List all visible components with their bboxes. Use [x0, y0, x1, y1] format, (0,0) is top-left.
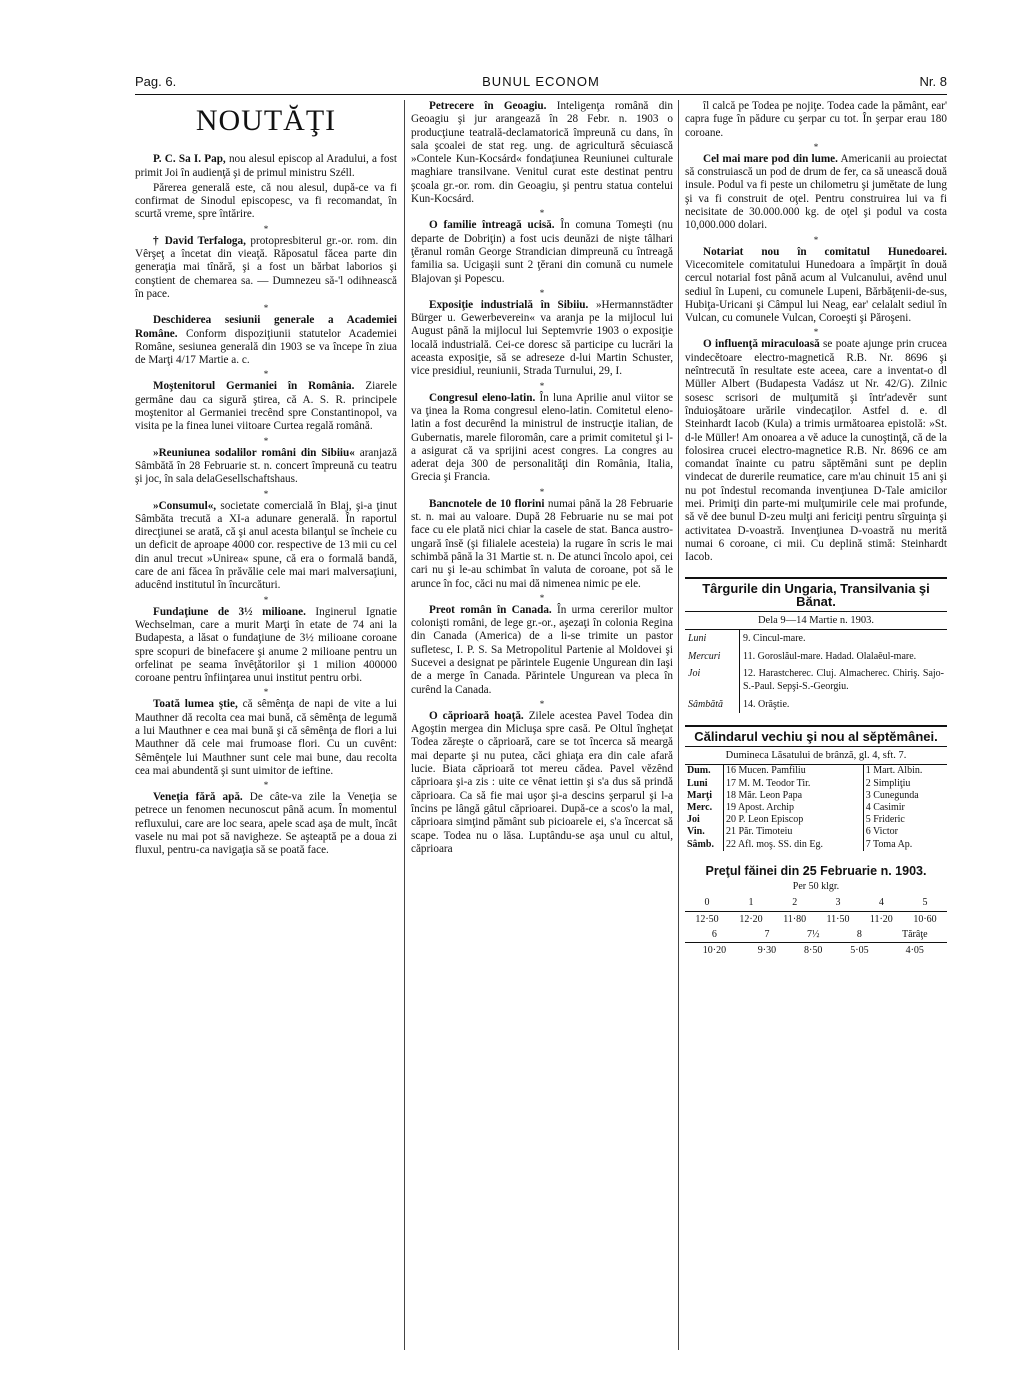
newspaper-title: BUNUL ECONOM	[482, 74, 600, 89]
article-separator: *	[539, 380, 545, 391]
calendar-old-style: 21 Păr. Timoteiu	[724, 826, 864, 838]
article-title: »Consumul«,	[153, 499, 217, 512]
article-separator: *	[813, 327, 819, 338]
article-text: În comuna Tomeşti (nu departe de Dobriţin) a fost ucis deunăzi de nişte tâlhari ţĕranul român George Strandician dimpreună cu întreagă familia sa. Ucigaşii sunt 2 ţĕrani din comună cu numele Blajovan şi Popescu.	[411, 219, 673, 285]
fairs-title: Târgurile din Ungaria, Transilvania şi Bănat.	[685, 577, 947, 613]
article-separator: *	[263, 223, 269, 234]
calendar-new-style: 7 Toma Ap.	[863, 839, 947, 851]
article-text: societate comercială în Blaj, şi-a ţinut Sâmbăta trecută a XI-a adunare generală. În raportul direcţiunei se arată, că şi anul acesta bilanţul se încheie cu un deficit de aproape 4000 cor. respective de 13 mii cu cel din anul trecut »Unirea« spune, că era o formală bandă, care de ani făcea în prăvălie cele mai mari malversaţiuni, aducênd institutul în încurcături.	[135, 499, 397, 592]
article	[411, 498, 673, 591]
fair-row	[685, 696, 947, 713]
calendar-new-style: 2 Simpliţiu	[863, 778, 947, 790]
article-text: Conform dispoziţiunii statutelor Academiei Române, sesiunea generală din 1903 se va începe în ziua de Marţi 4/17 Martie a. c.	[135, 327, 397, 367]
calendar-day: Dum.	[687, 765, 711, 777]
calendar-row	[685, 765, 947, 777]
article	[411, 100, 673, 206]
article-text: Ziarele germâne dau ca sigură ştirea, că A. S. R. principele moştenitor al Germaniei trecênd spre Constantinopol, va visita pe la finea lunei viitoare Curtea regală română.	[135, 380, 398, 433]
price-grade-row	[685, 895, 947, 911]
article-separator: *	[539, 698, 545, 709]
column-3	[685, 100, 947, 959]
calendar-day: Marţi	[687, 789, 712, 801]
price-value: 12·20	[739, 913, 763, 925]
article-title: Notariat nou în comitatul Hunedoarei.	[703, 245, 947, 258]
article-separator: *	[263, 369, 269, 380]
price-grade: Tărâţe	[883, 927, 947, 943]
prices-table-2	[685, 927, 947, 959]
article-separator: *	[263, 488, 269, 499]
article-separator: *	[539, 208, 545, 219]
column-rule	[678, 100, 679, 1350]
column-2-articles	[411, 100, 673, 856]
calendar-new-style: 3 Cunegunda	[863, 790, 947, 802]
fair-row	[685, 630, 947, 647]
article	[411, 299, 673, 379]
article-text: numai până la 28 Februarie st. n. mai au valoare. După 28 Februarie nu se mai pot face cu ele plată nici chiar la casele de stat. Banca austro-ungară însĕ (şi filialele acesteia) la rugare în scris le mai schimbă până la 31 Martie st. n. De atunci încolo apoi, cei cari nu şi le-au schimbat în valuta de coroane, pot să le arunce în foc, căci nu mai dă nimenea nimic pe ele.	[411, 497, 673, 590]
fair-day: Mercuri	[685, 648, 740, 665]
article-separator: *	[813, 141, 819, 152]
fairs-table	[685, 630, 947, 712]
calendar-day: Vin.	[687, 826, 705, 838]
price-value: 12·50	[695, 913, 719, 925]
article	[135, 791, 397, 857]
price-grade: 3	[816, 895, 859, 911]
calendar-new-style: 6 Victor	[863, 826, 947, 838]
article-text: Inteligenţa română din Geoagiu şi jur arangează în 28 Febr. n. 1903 o producţiune teatrală-declamatorică împreună cu dans, în sala şcoalei de stat reg. ung. de agricultură sêcuiască »Contele Kun-Kocsárd« fondaţiunea Reuniunei culturale maghiare transilvane. Venitul curat este destinat pentru şcoala gr.-or. rom. din Geoagiu, şi pentru statua contelui Kun-Kocsárd.	[411, 100, 673, 206]
article-separator: *	[539, 592, 545, 603]
article	[135, 606, 397, 686]
calendar-old-style: 22 Afl. moş. SS. din Eg.	[724, 839, 864, 851]
page-number: Pag. 6.	[135, 74, 177, 89]
article-text: Vicecomitele comitatului Hunedoara a împărţit în două cercul notarial fost până acum al Vulcanului, avênd unul sediul în Lupeni, cu comunele Lupeni, Bărbăţenii-de-sus, Hubiţa-Uricani şi Câmpul lui Neag, ear' celalalt sediul în Vulcan, cu comunele Vulcan, Coroeşti şi Păroşeni.	[685, 258, 947, 325]
fair-places: 11. Goroslăul-mare. Hadad. Olalaĕul-mare.	[743, 650, 917, 662]
fair-day: Joi	[685, 665, 740, 696]
article-title: Cel mai mare pod din lume.	[703, 152, 838, 165]
newspaper-page	[135, 72, 947, 1362]
article	[685, 246, 947, 326]
article	[135, 182, 397, 222]
fair-places: 9. Cincul-mare.	[743, 633, 806, 645]
prices-subtitle: Per 50 klgr.	[792, 881, 840, 893]
article	[411, 392, 673, 485]
price-grade-row	[685, 927, 947, 943]
column-2	[411, 100, 673, 858]
calendar-row	[685, 814, 947, 826]
price-value: 8·50	[804, 945, 823, 957]
price-value-row	[685, 911, 947, 927]
article-text: Americanii au proiectat să construiască un pod de drum de fer, ca să unească două insule. Podul va fi peste un chilometru şi jumĕtate de lung şi va fi construit de oţel. Pentru construirea lui va fi necisitate de 30.000.000 kg. de oţel şi podul va costa 10,000.000 dolari.	[685, 152, 947, 232]
price-value: 4·05	[905, 945, 924, 957]
article	[135, 314, 397, 367]
calendar-old-style: 20 P. Leon Episcop	[724, 814, 864, 826]
article-title: Preot român în Canada.	[429, 603, 552, 616]
prices-title: Preţul făinei din 25 Februarie n. 1903.	[705, 863, 927, 878]
calendar-old-style: 17 M. M. Teodor Tir.	[724, 778, 864, 790]
price-value: 10·60	[913, 913, 937, 925]
article	[685, 153, 947, 233]
issue-number: Nr. 8	[919, 74, 947, 89]
fair-places: 14. Orăştie.	[743, 698, 790, 710]
article-title: Deschiderea sesiunii generale a Academiei Române.	[135, 314, 397, 340]
fair-places: 12. Harastcherec. Cluj. Almacherec. Chiriş. Sajo-S.-Paul. Sepşi-S.-Georgiu.	[743, 667, 944, 693]
article-title: Congresul eleno-latin.	[429, 391, 536, 404]
article-title: Exposiţie industrială în Sibiiu.	[429, 298, 589, 311]
article-title: »Reuniunea sodalilor români din Sibiiu«	[153, 446, 355, 459]
price-value: 11·50	[826, 913, 850, 925]
calendar-old-style: 16 Mucen. Pamfiliu	[724, 765, 864, 777]
article-title: O influenţă miraculoasă	[703, 338, 820, 351]
article-title: Petrecere în Geoagiu.	[429, 100, 547, 112]
calendar-new-style: 4 Casimir	[863, 802, 947, 814]
article	[685, 338, 947, 564]
article-text: Inginerul Ignatie Wechselman, care a murit Marţi în etate de 74 ani la Budapesta, a lăsat o fundaţiune de 3½ milioane coroane spre scopuri de binefacere şi anume 2 milioane pentru un orfelinat pe seama învêţătorilor şi 1 milion 400000 coroane pentru înfiinţarea unui institut pentru orbi.	[135, 605, 398, 685]
price-grade: 7½	[790, 927, 836, 943]
price-value-row	[685, 943, 947, 959]
fair-row	[685, 665, 947, 696]
calendar-day: Sâmb.	[687, 838, 714, 850]
column-3-articles	[685, 100, 947, 565]
price-value: 9·30	[757, 945, 777, 957]
article	[135, 447, 397, 487]
price-grade: 4	[860, 895, 903, 911]
section-title: NOUTĂŢI	[195, 104, 337, 137]
article	[135, 380, 397, 433]
price-grade: 0	[685, 895, 729, 911]
article-separator: *	[263, 687, 269, 698]
fair-row	[685, 648, 947, 665]
article-separator: *	[263, 303, 269, 314]
price-grade: 8	[836, 927, 882, 943]
article-separator: *	[263, 780, 269, 791]
calendar-row	[685, 826, 947, 838]
calendar-day: Joi	[687, 814, 700, 826]
article-text: În urma cererilor multor colonişti români, de lege gr.-or., aşezaţi în colonia Regina din Canada (America) de a li-se trimite un pastor sufletesc, I. P. S. Sa Metropolitul Partenie al Moldovei şi Sucevei a designat pe părintele Eugenie Ungurean din Iaşi de a merge în Canada. Părintele Ungurean va pleca în curênd la Canada.	[411, 603, 673, 696]
calendar-day: Luni	[687, 777, 708, 789]
calendar-day: Merc.	[687, 802, 713, 814]
article-title: O căprioară hoaţă.	[429, 709, 524, 722]
article-title: Toată lumea ştie,	[153, 698, 238, 711]
article	[411, 710, 673, 856]
article-text: îl calcă pe Todea pe nojiţe. Todea cade la pământ, ear' capra fuge în pădure cu şerpar cu tot. În şerpar erau 180 coroane.	[685, 100, 947, 139]
price-grade: 5	[903, 895, 947, 911]
column-1-articles	[135, 153, 397, 857]
fair-day: Luni	[685, 630, 740, 647]
article-separator: *	[813, 234, 819, 245]
calendar-row	[685, 839, 947, 851]
price-grade: 2	[773, 895, 816, 911]
column-1	[135, 100, 397, 860]
column-rule	[404, 100, 405, 1350]
article-separator: *	[539, 287, 545, 298]
calendar-old-style: 19 Apost. Archip	[724, 802, 864, 814]
fairs-subtitle: Dela 9—14 Martie n. 1903.	[685, 612, 947, 630]
calendar-row	[685, 802, 947, 814]
article-text: Zilele acestea Pavel Todea din Agoştin mergea din Micluşa spre casă. Pe Oltul îngheţat Todea zăreşte o căprioară, care se tot încerca să meargă mai departe şi nu putea, căci ghiaţa era din cale afară lucie. Biata căprioară tot mereu cădea. Pavel vĕzênd căprioara şi-a zis : uite ce vênat iettin şi s'a dus să prindă căprioara. Ca să fie mai uşor şi-a descins şerparul şi l-a încins pe lângă gâtul căprioarei. După-ce a scos'o la mal, căprioara simţind pământ sub picioarele ei, s'a încercat să scape. Todea nu o lăsa. Luptându-se aşa unul cu altul, căprioara	[411, 709, 673, 855]
price-value: 5·05	[850, 945, 869, 957]
calendar-new-style: 5 Frideric	[863, 814, 947, 826]
article-text: Părerea generală este, că nou alesul, după-ce va fi confirmat de Sinodul episcopesc, va fi recomandat, în scurtă vreme, spre întărire.	[135, 181, 397, 221]
article-separator: *	[263, 435, 269, 446]
calendar-table	[685, 765, 947, 850]
article-title: Fundaţiune de 3½ milioane.	[153, 605, 306, 618]
article-text: În luna Aprilie anul viitor se va ţinea la Roma congresul eleno-latin. Comitetul eleno-latin a fost decurênd la ministrul de instrucţie italian, de Gubernatis, marele filoromân, care a primit comitetul şi l-a asigurat că va sprijini acest congres. La congres au aderat deja 300 de personalităţi din România, Italia, Grecia şi Francia.	[411, 391, 673, 484]
article-text: se poate ajunge prin crucea vindecĕtoare electro-magnetică R.B. Nr. 8696 şi neîntrecută în resultate este aceea, care a inventat-o dl Müller Albert (Budapesta Vadász ut Nr. 42/G). Zilnic sosesc scrisori de mulţumită şi într'adevĕr sunt înduioşătoare urările vindecaţilor. Astfel d. e. dl Steinhardt Iacob (Kula) a trimis următoarea epistolă: »St. d-le Müller! Am onoarea a vĕ aduce la cunoştinţă, că de la folosirea crucei electro-magnetice R.B. Nr. 8696 ce am comandat înainte cu patru săptĕmâni sunt pe deplin vindecat de durerile reumatice, care m'au chinuit 15 ani şi nu pot îndestul recomanda invenţiunea D-Tale amicilor mei. Primiţi din parte-mi mulţumirile cele mai profunde, să vĕ dee bunul D-zeu mulţi ani fericiţi pentru sîrguinţa şi activitatea D-voastră. Invenţiunea D-voastră nu merită numai 6 coroane, ci mii. Cu deplină stimă: Steinhardt Iacob.	[685, 338, 947, 564]
price-grade: 7	[744, 927, 790, 943]
calendar-new-style: 1 Mart. Albin.	[863, 765, 947, 777]
page-header	[135, 72, 947, 95]
price-grade: 6	[685, 927, 744, 943]
article-text: »Hermannstädter Bürger u. Gewerbeverein« va aranja pe la mijlocul lui August până la mijlocul lui Septemvrie 1903 o exposiţie locală industrială. Cei-ce doresc să participe cu lucrări la aceasta exposiţie, să se adreseze d-lui Martin Schuster, vice presidiul, reuniunii, Strada Turnului, 29, I.	[411, 298, 673, 378]
price-value: 10·20	[702, 945, 727, 957]
article-title: P. C. Sa I. Pap,	[153, 153, 226, 166]
article-separator: *	[539, 486, 545, 497]
article	[685, 100, 947, 140]
article-title: O familie întreagă ucisă.	[429, 219, 555, 232]
article	[135, 235, 397, 301]
article	[411, 219, 673, 285]
calendar-row	[685, 778, 947, 790]
article-separator: *	[263, 594, 269, 605]
article	[135, 153, 397, 180]
calendar-subtitle: Dumineca Lăsatului de brânză, gl. 4, sft. 7.	[685, 747, 947, 765]
article	[135, 500, 397, 593]
article-text: protopresbiterul gr.-or. rom. din Vêrşeţ a încetat din vieaţă. Răposatul făcea parte din generaţia mai tînără, şi a fost un bărbat laborios şi conştient de chemarea sa. — Dumnezeu să-'l odihnească în pace.	[135, 234, 398, 300]
calendar-row	[685, 790, 947, 802]
article-title: † David Terfaloga,	[153, 234, 246, 247]
prices-table-1	[685, 895, 947, 927]
article-title: Bancnotele de 10 florini	[429, 497, 545, 510]
article	[411, 604, 673, 697]
price-grade: 1	[729, 895, 773, 911]
price-value: 11·80	[783, 913, 807, 925]
article-text: că sêmênţa de napi de vite a lui Mauthner dă recolta cea mai bună, că sêmênţa de legumă a lui Mauthner e cea mai bună şi că sêmênţa de flori a lui Mauthner dă cele mai frumoase flori. Cu un cuvênt: Sêmênţele lui Mauthner sunt cele mai bune, dau recolta cea mai abundentă şi sunt uimitor de ieftine.	[135, 698, 397, 777]
price-value: 11·20	[869, 913, 893, 925]
article	[135, 698, 397, 778]
calendar-title: Călindarul vechiu şi nou al sĕptĕmânei.	[685, 725, 947, 747]
article-text: De câte-va zile la Veneţia se petrece un fenomen necunoscut până acum. În momentul refluxului, care are loc seara, apele scad aşa de mult, încât vasele nu mai pot să navigheze. Se aşteaptă pe a doua zi fluxul, pentru-ca navigaţia să se poată face.	[135, 791, 398, 857]
article-title: Veneţia fără apă.	[153, 791, 243, 804]
article-text: nou alesul episcop al Aradului, a fost primit Joi în audienţă şi de primul ministru Széll.	[135, 153, 397, 179]
article-text: aranjază Sâmbătă în 28 Februarie st. n. concert împreună cu teatru şi joc, în sala delaGesellschaftshaus.	[135, 446, 397, 486]
article-title: Moştenitorul Germaniei în România.	[153, 380, 355, 393]
fair-day: Sâmbătă	[685, 696, 740, 713]
calendar-old-style: 18 Măr. Leon Papa	[724, 790, 864, 802]
